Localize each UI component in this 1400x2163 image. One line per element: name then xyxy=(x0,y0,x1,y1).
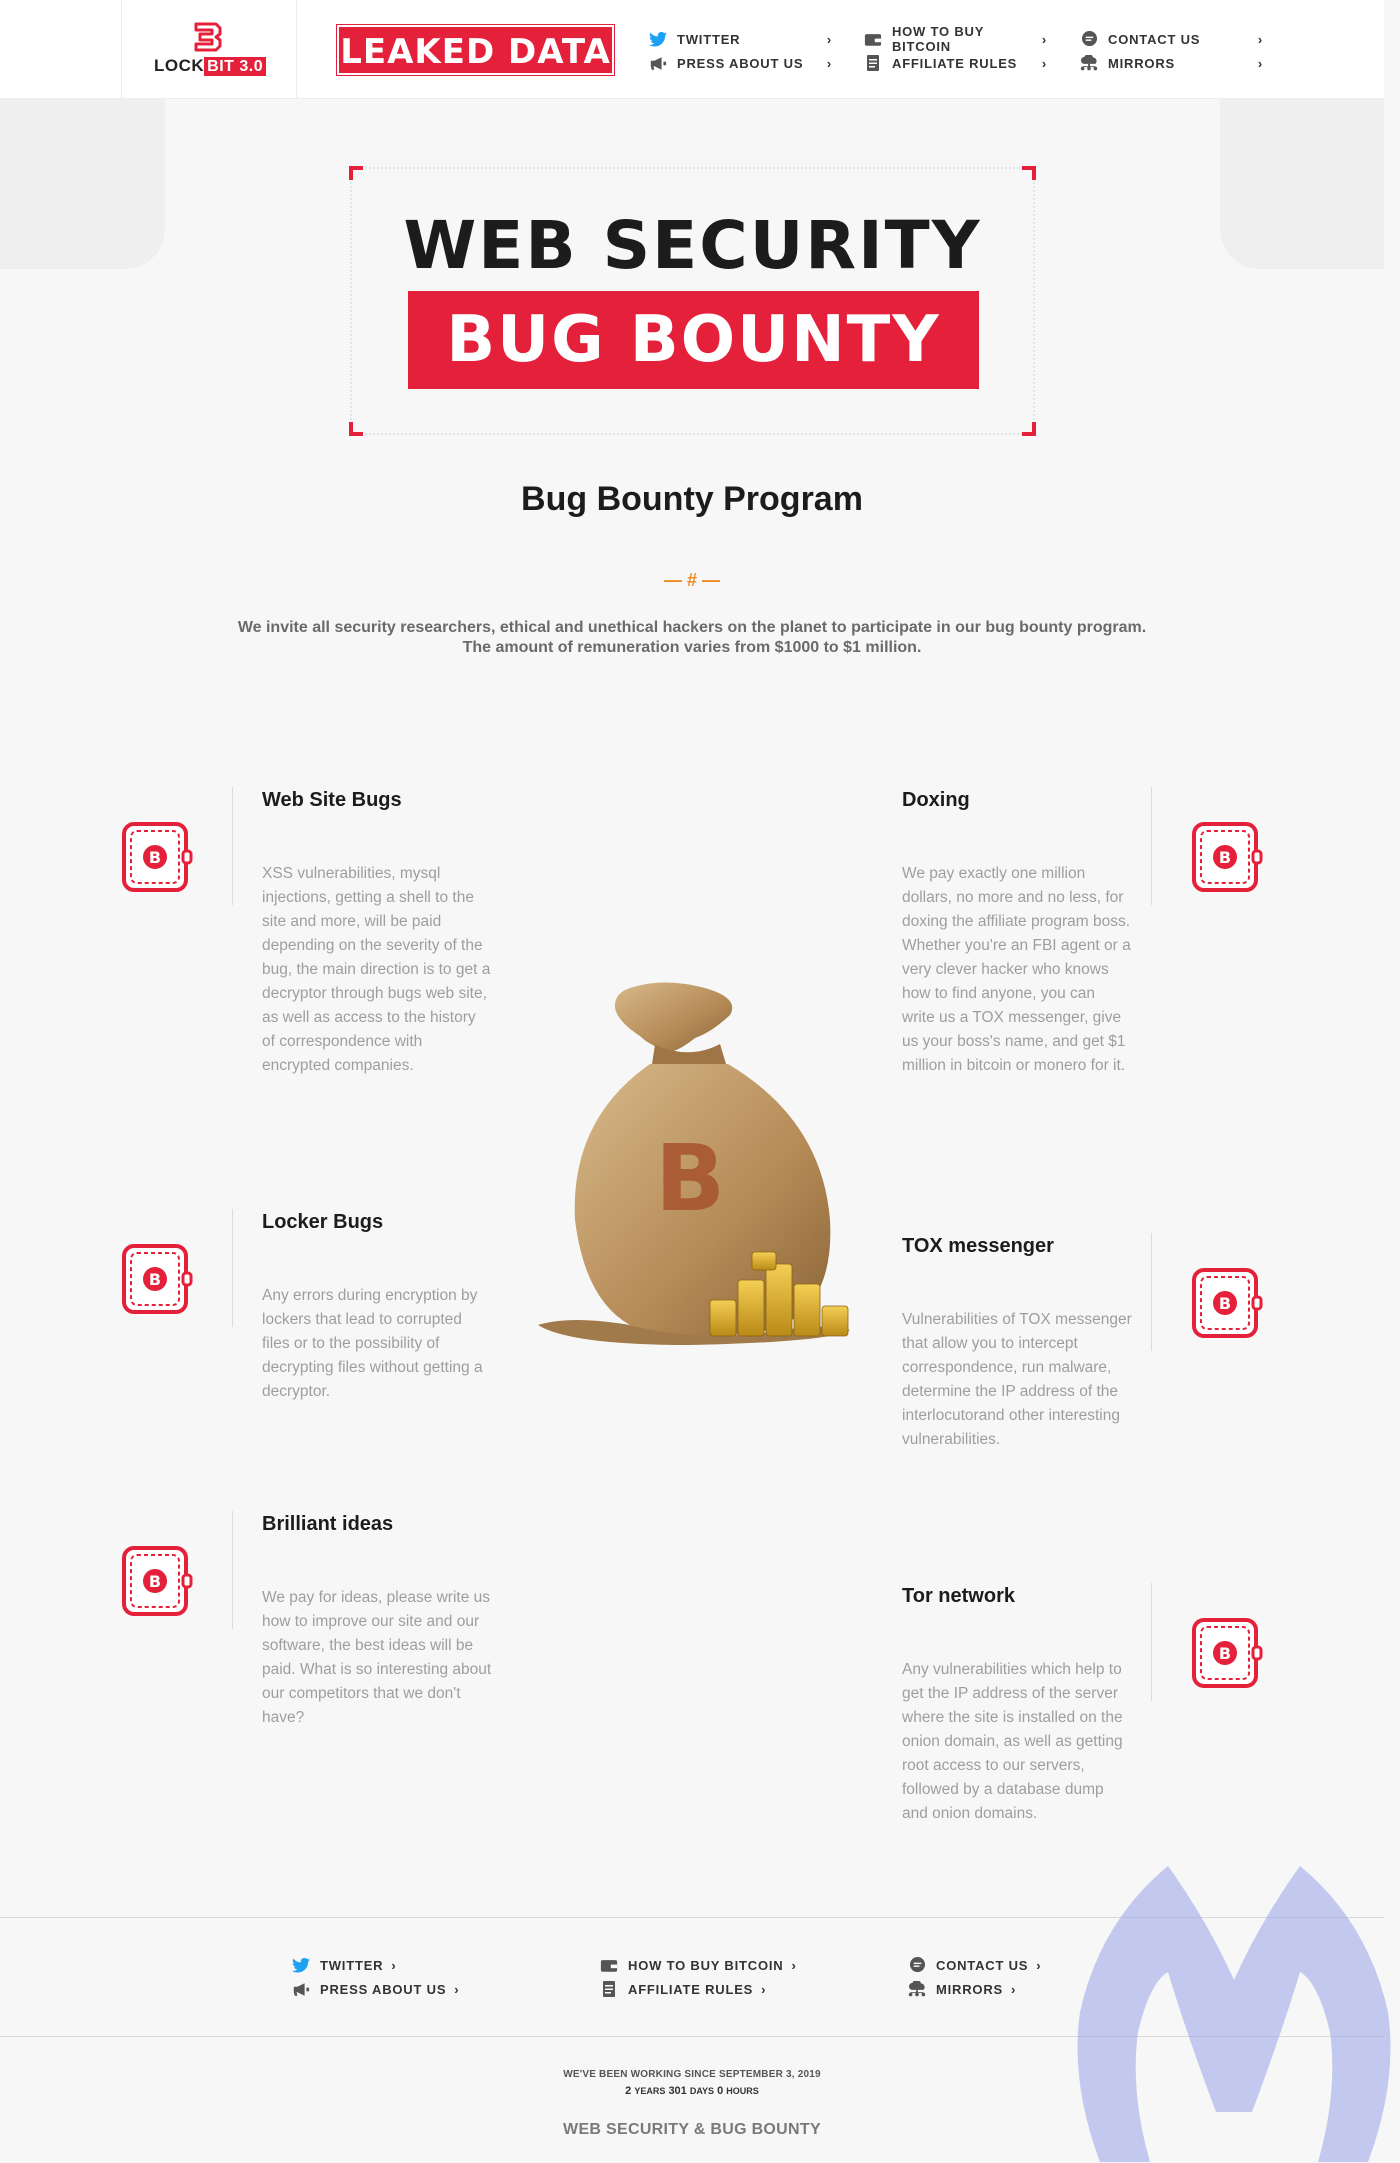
logo-version: BIT 3.0 xyxy=(204,57,266,76)
bitcoin-wallet-icon xyxy=(1191,1617,1263,1689)
feature-separator xyxy=(1151,787,1152,905)
feature-separator xyxy=(232,787,233,905)
footer-nav-twitter[interactable] xyxy=(290,1953,459,1977)
nav-affiliate-rules[interactable] xyxy=(862,51,1047,75)
footer-nav-affiliate[interactable] xyxy=(598,1977,797,2001)
feature-text: Any vulnerabilities which help to get the IP address of the server where the site is installed on the onion domain, as well as getting root access to our servers, followed by a database dump and onion domains. xyxy=(902,1661,1123,1822)
footer-nav-social xyxy=(290,1953,459,2001)
cloud-network-icon xyxy=(1078,55,1100,71)
uptime-days: 301 xyxy=(668,2085,687,2097)
footer-nav-buy-bitcoin[interactable] xyxy=(598,1953,797,1977)
chevron-right-icon: › xyxy=(1011,1981,1017,1997)
nav-buy-bitcoin-label: HOW TO BUY BITCOIN xyxy=(891,24,984,54)
feature-text: Vulnerabilities of TOX messenger that allow you to intercept correspondence, run malware, determine the IP address of the interlocutorand other interesting vulnerabilities. xyxy=(902,1311,1132,1448)
feature-brilliant-ideas xyxy=(262,1513,492,1730)
svg-text:B: B xyxy=(654,1125,726,1232)
feature-locker-bugs xyxy=(262,1211,492,1404)
feature-title: Locker Bugs xyxy=(262,1211,384,1233)
chevron-right-icon: › xyxy=(454,1981,460,1997)
program-intro-line: We invite all security researchers, ethical and unethical hackers on the planet to participate in our bug bounty program. xyxy=(237,619,1147,636)
chevron-right-icon: › xyxy=(826,55,832,71)
nav-twitter-label: TWITTER xyxy=(677,31,741,47)
twitter-icon xyxy=(290,1957,312,1973)
lockbit-logo-icon xyxy=(190,22,226,52)
footer-buy-bitcoin-label: HOW TO BUY BITCOIN xyxy=(628,1957,784,1973)
background-shape-right xyxy=(1220,99,1384,269)
svg-text:B: B xyxy=(1218,1294,1232,1313)
chevron-right-icon: › xyxy=(1257,55,1263,71)
feature-separator xyxy=(1151,1233,1152,1351)
feature-text: XSS vulnerabilities, mysql injections, getting a shell to the site and more, will be paid depending on the severity of the bug, the main direction is to get a decryptor through bugs web site, as well as access to the history of correspondence with encrypted companies. xyxy=(262,865,491,1074)
program-intro xyxy=(0,618,1384,658)
nav-mirrors[interactable] xyxy=(1078,51,1263,75)
nav-how-to-buy-bitcoin[interactable] xyxy=(862,24,1047,54)
uptime-years: 2 xyxy=(625,2085,632,2097)
footer-press-label: PRESS ABOUT US xyxy=(320,1981,447,1997)
svg-text:B: B xyxy=(148,1270,162,1289)
frame-corner xyxy=(349,422,363,436)
uptime-hours-label: HOURS xyxy=(726,2086,759,2096)
nav-contact-us[interactable] xyxy=(1078,27,1263,51)
feature-web-site-bugs xyxy=(262,789,492,1078)
site-header xyxy=(0,0,1384,99)
chevron-right-icon: › xyxy=(1041,55,1047,71)
document-icon xyxy=(862,55,884,71)
money-bag-image xyxy=(530,980,860,1350)
svg-text:B: B xyxy=(148,1572,162,1591)
feature-title: Doxing xyxy=(902,789,970,811)
hero-banner xyxy=(350,167,1035,435)
hero-subtitle: BUG BOUNTY xyxy=(408,291,979,389)
footer-mirrors-label: MIRRORS xyxy=(936,1981,1003,1997)
document-icon xyxy=(598,1981,620,1997)
megaphone-icon xyxy=(647,55,669,71)
svg-text:B: B xyxy=(148,848,162,867)
megaphone-icon xyxy=(290,1981,312,1997)
feature-title: TOX messenger xyxy=(902,1235,1054,1257)
feature-tox-messenger xyxy=(902,1235,1132,1452)
chevron-right-icon: › xyxy=(1257,31,1263,47)
nav-press-label: PRESS ABOUT US xyxy=(677,55,804,71)
chevron-right-icon: › xyxy=(761,1981,767,1997)
chevron-right-icon: › xyxy=(826,31,832,47)
feature-text: We pay exactly one million dollars, no more and no less, for doxing the affiliate program boss. Whether you're an FBI agent or a very clever hacker who knows how to find anyone, you can write us a TOX messenger, give us your boss's name, and get $1 million in bitcoin or monero for it. xyxy=(902,865,1131,1074)
footer-contact-label: CONTACT US xyxy=(936,1957,1029,1973)
footer-nav-press[interactable] xyxy=(290,1977,459,2001)
nav-mirrors-label: MIRRORS xyxy=(1108,55,1175,71)
nav-press-about-us[interactable] xyxy=(647,51,832,75)
frame-corner xyxy=(1022,422,1036,436)
background-shape-left xyxy=(0,99,165,269)
feature-separator xyxy=(232,1511,233,1629)
feature-separator xyxy=(232,1209,233,1327)
wallet-icon xyxy=(862,31,884,47)
program-title: Bug Bounty Program xyxy=(521,480,863,518)
program-intro-line: The amount of remuneration varies from $1000 to $1 million. xyxy=(462,639,922,656)
bitcoin-wallet-icon xyxy=(121,1545,193,1617)
section-divider: — # — xyxy=(663,570,720,590)
footer-twitter-label: TWITTER xyxy=(320,1957,384,1973)
wallet-icon xyxy=(598,1957,620,1973)
feature-separator xyxy=(1151,1583,1152,1701)
twitter-icon xyxy=(647,31,669,47)
cloud-network-icon xyxy=(906,1981,928,1997)
working-since-text: WE'VE BEEN WORKING SINCE SEPTEMBER 3, 2019 xyxy=(563,2069,821,2080)
nav-column-social xyxy=(647,27,832,75)
uptime-years-label: YEARS xyxy=(634,2086,666,2096)
feature-text: Any errors during encryption by lockers that lead to corrupted files or to the possibility of decrypting files without getting a decryptor. xyxy=(262,1287,483,1400)
nav-twitter[interactable] xyxy=(647,27,832,51)
bitcoin-wallet-icon xyxy=(121,821,193,893)
chevron-right-icon: › xyxy=(1041,31,1047,47)
malwarebytes-watermark xyxy=(1068,1862,1400,2162)
feature-title: Web Site Bugs xyxy=(262,789,402,811)
nav-column-contact xyxy=(1078,27,1263,75)
bitcoin-wallet-icon xyxy=(121,1243,193,1315)
nav-affiliate-label: AFFILIATE RULES xyxy=(892,55,1018,71)
feature-title: Tor network xyxy=(902,1585,1015,1607)
nav-column-bitcoin xyxy=(862,24,1047,75)
leaked-data-button[interactable]: LEAKED DATA xyxy=(337,25,614,75)
footer-nav-contact-us[interactable] xyxy=(906,1953,1041,1977)
nav-contact-label: CONTACT US xyxy=(1108,31,1201,47)
uptime-hours: 0 xyxy=(717,2085,724,2097)
svg-text:B: B xyxy=(1218,848,1232,867)
chevron-right-icon: › xyxy=(391,1957,397,1973)
bitcoin-wallet-icon xyxy=(1191,1267,1263,1339)
chevron-right-icon: › xyxy=(791,1957,797,1973)
uptime-days-label: DAYS xyxy=(689,2086,715,2096)
logo-wordmark xyxy=(154,56,266,76)
footer-nav-bitcoin xyxy=(598,1953,797,2001)
logo-word: LOCK xyxy=(154,56,205,75)
chat-icon xyxy=(1078,31,1100,47)
bitcoin-wallet-icon xyxy=(1191,821,1263,893)
footer-affiliate-label: AFFILIATE RULES xyxy=(628,1981,754,1997)
footer-nav-contact xyxy=(906,1953,1041,2001)
footer-brand: WEB SECURITY & BUG BOUNTY xyxy=(563,2121,821,2138)
feature-text: We pay for ideas, please write us how to improve our site and our software, the best ideas will be paid. What is so interesting about our competitors that we don't have? xyxy=(262,1589,492,1726)
feature-doxing xyxy=(902,789,1132,1078)
feature-title: Brilliant ideas xyxy=(262,1513,394,1535)
footer-nav-mirrors[interactable] xyxy=(906,1977,1041,2001)
hero-title: WEB SECURITY xyxy=(403,207,982,284)
frame-corner xyxy=(349,166,363,180)
chat-icon xyxy=(906,1957,928,1973)
chevron-right-icon: › xyxy=(1036,1957,1042,1973)
site-logo[interactable] xyxy=(121,0,297,99)
frame-corner xyxy=(1022,166,1036,180)
feature-tor-network xyxy=(902,1585,1132,1826)
svg-text:B: B xyxy=(1218,1644,1232,1663)
